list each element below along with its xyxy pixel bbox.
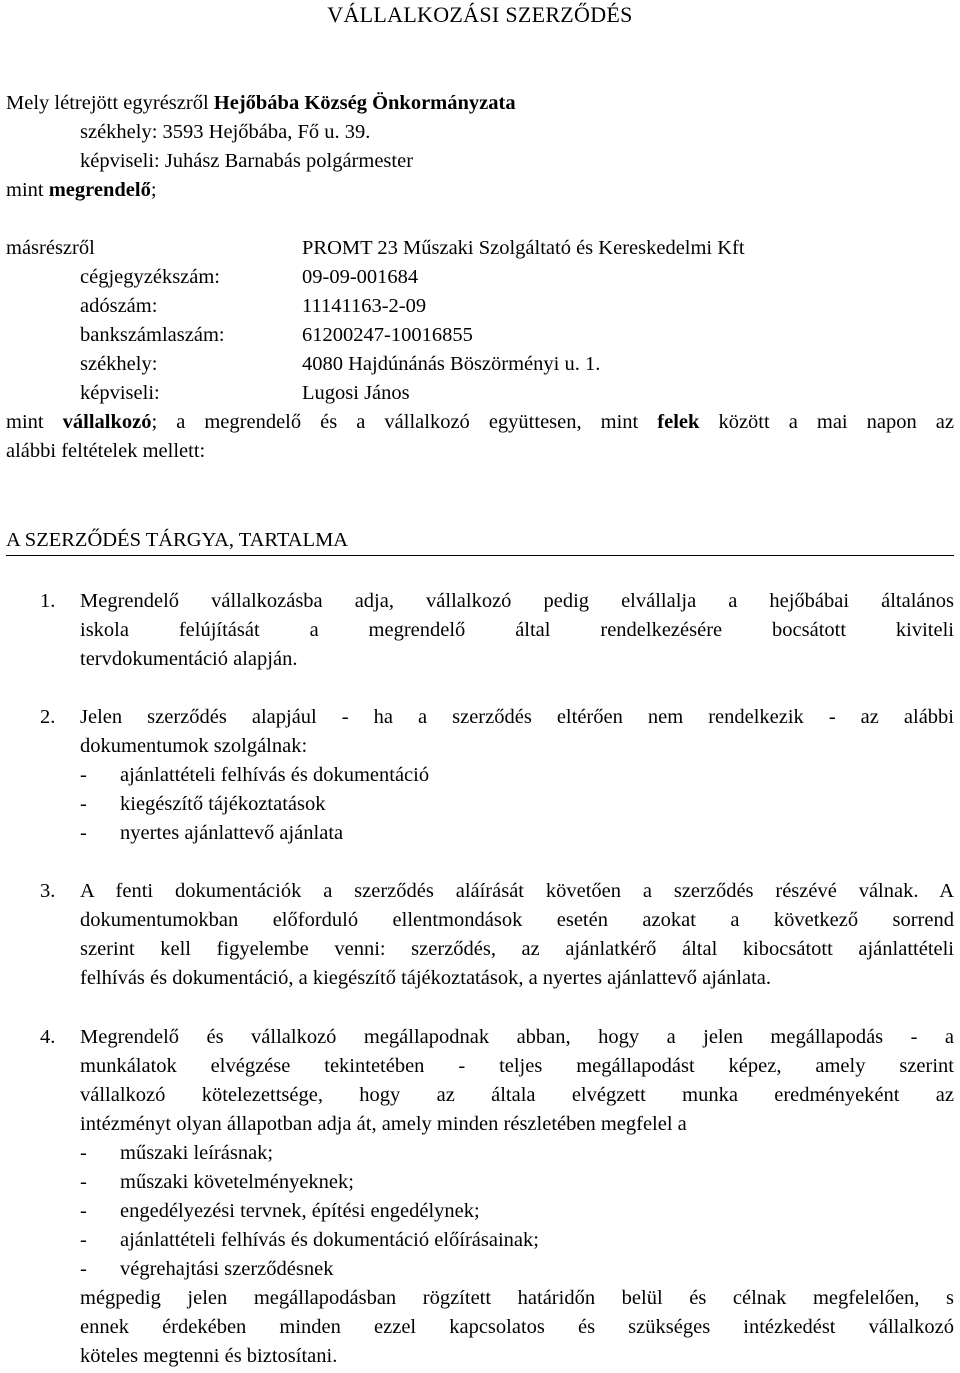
field-value-adoszam: 11141163-2-09	[302, 295, 427, 317]
clause-number: 3.	[40, 880, 56, 902]
bullet-dash: -	[80, 1171, 87, 1193]
field-value-cegjegyzekszam: 09-09-001684	[302, 266, 419, 288]
list-item	[80, 1255, 954, 1284]
list-item	[80, 1226, 954, 1255]
role-mid: ; a megrendelő és a vállalkozó együttesen, mint	[151, 411, 658, 433]
list-item	[80, 1197, 954, 1226]
clause-line: tervdokumentáció alapján.	[80, 648, 298, 670]
role-pre: mint	[6, 411, 63, 433]
clause-line: Jelen szerződés alapjául - ha a szerződés eltérően nem rendelkezik - az alábbi	[80, 706, 954, 728]
clause-line: intézményt olyan állapotban adja át, amely minden részletében megfelel a	[80, 1113, 687, 1135]
clause-line: Megrendelő vállalkozásba adja, vállalkozó pedig elvállalja a hejőbábai általános	[80, 590, 954, 612]
list-item	[80, 819, 954, 848]
clause-line: Megrendelő és vállalkozó megállapodnak abban, hogy a jelen megállapodás - a	[80, 1026, 954, 1048]
bullet-dash: -	[80, 764, 87, 786]
list-item-text: ajánlattételi felhívás és dokumentáció	[120, 764, 430, 786]
intro-line	[6, 89, 516, 118]
clause-number: 2.	[40, 706, 56, 728]
list-item	[80, 761, 954, 790]
role-vallalkozo: vállalkozó	[62, 411, 152, 433]
role-megrendelo: megrendelő	[48, 179, 151, 201]
clause-1	[40, 587, 954, 674]
clause-4	[40, 1023, 954, 1371]
clause-2	[40, 703, 954, 848]
clause-line: dokumentumokban előforduló ellentmondások esetén azokat a következő sorrend	[80, 909, 954, 931]
field-label-bankszamlaszam: bankszámlaszám:	[80, 324, 225, 346]
party2-role-line1	[6, 408, 954, 437]
document-title: VÁLLALKOZÁSI SZERZŐDÉS	[327, 2, 633, 27]
party2-role-line2: alábbi feltételek mellett:	[6, 440, 206, 462]
clause-line: felhívás és dokumentáció, a kiegészítő tájékoztatások, a nyertes ajánlattevő ajánlata.	[80, 967, 772, 989]
list-item-text: kiegészítő tájékoztatások	[120, 793, 326, 815]
field-label-kepviseli: képviseli:	[80, 382, 160, 404]
clause-line: szerint kell figyelembe venni: szerződés, az ajánlatkérő által kibocsátott ajánlattételi	[80, 938, 954, 960]
field-label-adoszam: adószám:	[80, 295, 158, 317]
list-item-text: engedélyezési tervnek, építési engedélynek;	[120, 1200, 480, 1222]
clause-line: munkálatok elvégzése tekintetében - teljes megállapodást képez, amely szerint	[80, 1055, 954, 1077]
field-value-kepviseli: Lugosi János	[302, 382, 410, 404]
clause-line: iskola felújítását a megrendelő által rendelkezésére bocsátott kiviteli	[80, 619, 954, 641]
clause-line: A fenti dokumentációk a szerződés aláírását követően a szerződés részévé válnak. A	[80, 880, 954, 902]
field-label-cegjegyzekszam: cégjegyzékszám:	[80, 266, 221, 288]
party1-seat: székhely: 3593 Hejőbába, Fő u. 39.	[80, 121, 371, 143]
list-item	[80, 1168, 954, 1197]
section-heading: A SZERZŐDÉS TÁRGYA, TARTALMA	[6, 526, 954, 556]
list-item	[80, 790, 954, 819]
list-item	[80, 1139, 954, 1168]
bullet-dash: -	[80, 793, 87, 815]
bullet-dash: -	[80, 1200, 87, 1222]
list-item-text: műszaki követelményeknek;	[120, 1171, 354, 1193]
clause-line: mégpedig jelen megállapodásban rögzített határidőn belül és célnak megfelelően, s	[80, 1287, 954, 1309]
bullet-dash: -	[80, 1142, 87, 1164]
role-suffix: ;	[150, 179, 157, 201]
party2-name: PROMT 23 Műszaki Szolgáltató és Kereskedelmi Kft	[302, 237, 745, 259]
list-item-text: végrehajtási szerződésnek	[120, 1258, 334, 1280]
role-line1-end: között a mai napon az	[699, 411, 954, 433]
clause-line: ennek érdekében minden ezzel kapcsolatos és szükséges intézkedést vállalkozó	[80, 1316, 954, 1338]
field-value-bankszamlaszam: 61200247-10016855	[302, 324, 473, 346]
clause-line: köteles megtenni és biztosítani.	[80, 1345, 338, 1367]
field-value-szekhely: 4080 Hajdúnánás Böszörményi u. 1.	[302, 353, 601, 375]
role-prefix: mint	[6, 179, 49, 201]
bullet-dash: -	[80, 822, 87, 844]
list-item-text: műszaki leírásnak;	[120, 1142, 274, 1164]
clause-line: vállalkozó kötelezettsége, hogy az általa elvégzett munka eredményeként az	[80, 1084, 954, 1106]
list-item-text: nyertes ajánlattevő ajánlata	[120, 822, 344, 844]
party2-label: másrészről	[6, 237, 95, 259]
role-felek: felek	[657, 411, 700, 433]
clause-number: 1.	[40, 590, 56, 612]
party1-representative: képviseli: Juhász Barnabás polgármester	[80, 150, 414, 172]
clause-number: 4.	[40, 1026, 56, 1048]
party1-role	[6, 176, 157, 205]
clause-line: dokumentumok szolgálnak:	[80, 735, 308, 757]
list-item-text: ajánlattételi felhívás és dokumentáció előírásainak;	[120, 1229, 539, 1251]
field-label-szekhely: székhely:	[80, 353, 158, 375]
bullet-dash: -	[80, 1258, 87, 1280]
intro-prefix: Mely létrejött egyrészről	[6, 92, 214, 114]
party1-name: Hejőbába Község Önkormányzata	[213, 92, 516, 114]
clause-3	[40, 877, 954, 993]
bullet-dash: -	[80, 1229, 87, 1251]
